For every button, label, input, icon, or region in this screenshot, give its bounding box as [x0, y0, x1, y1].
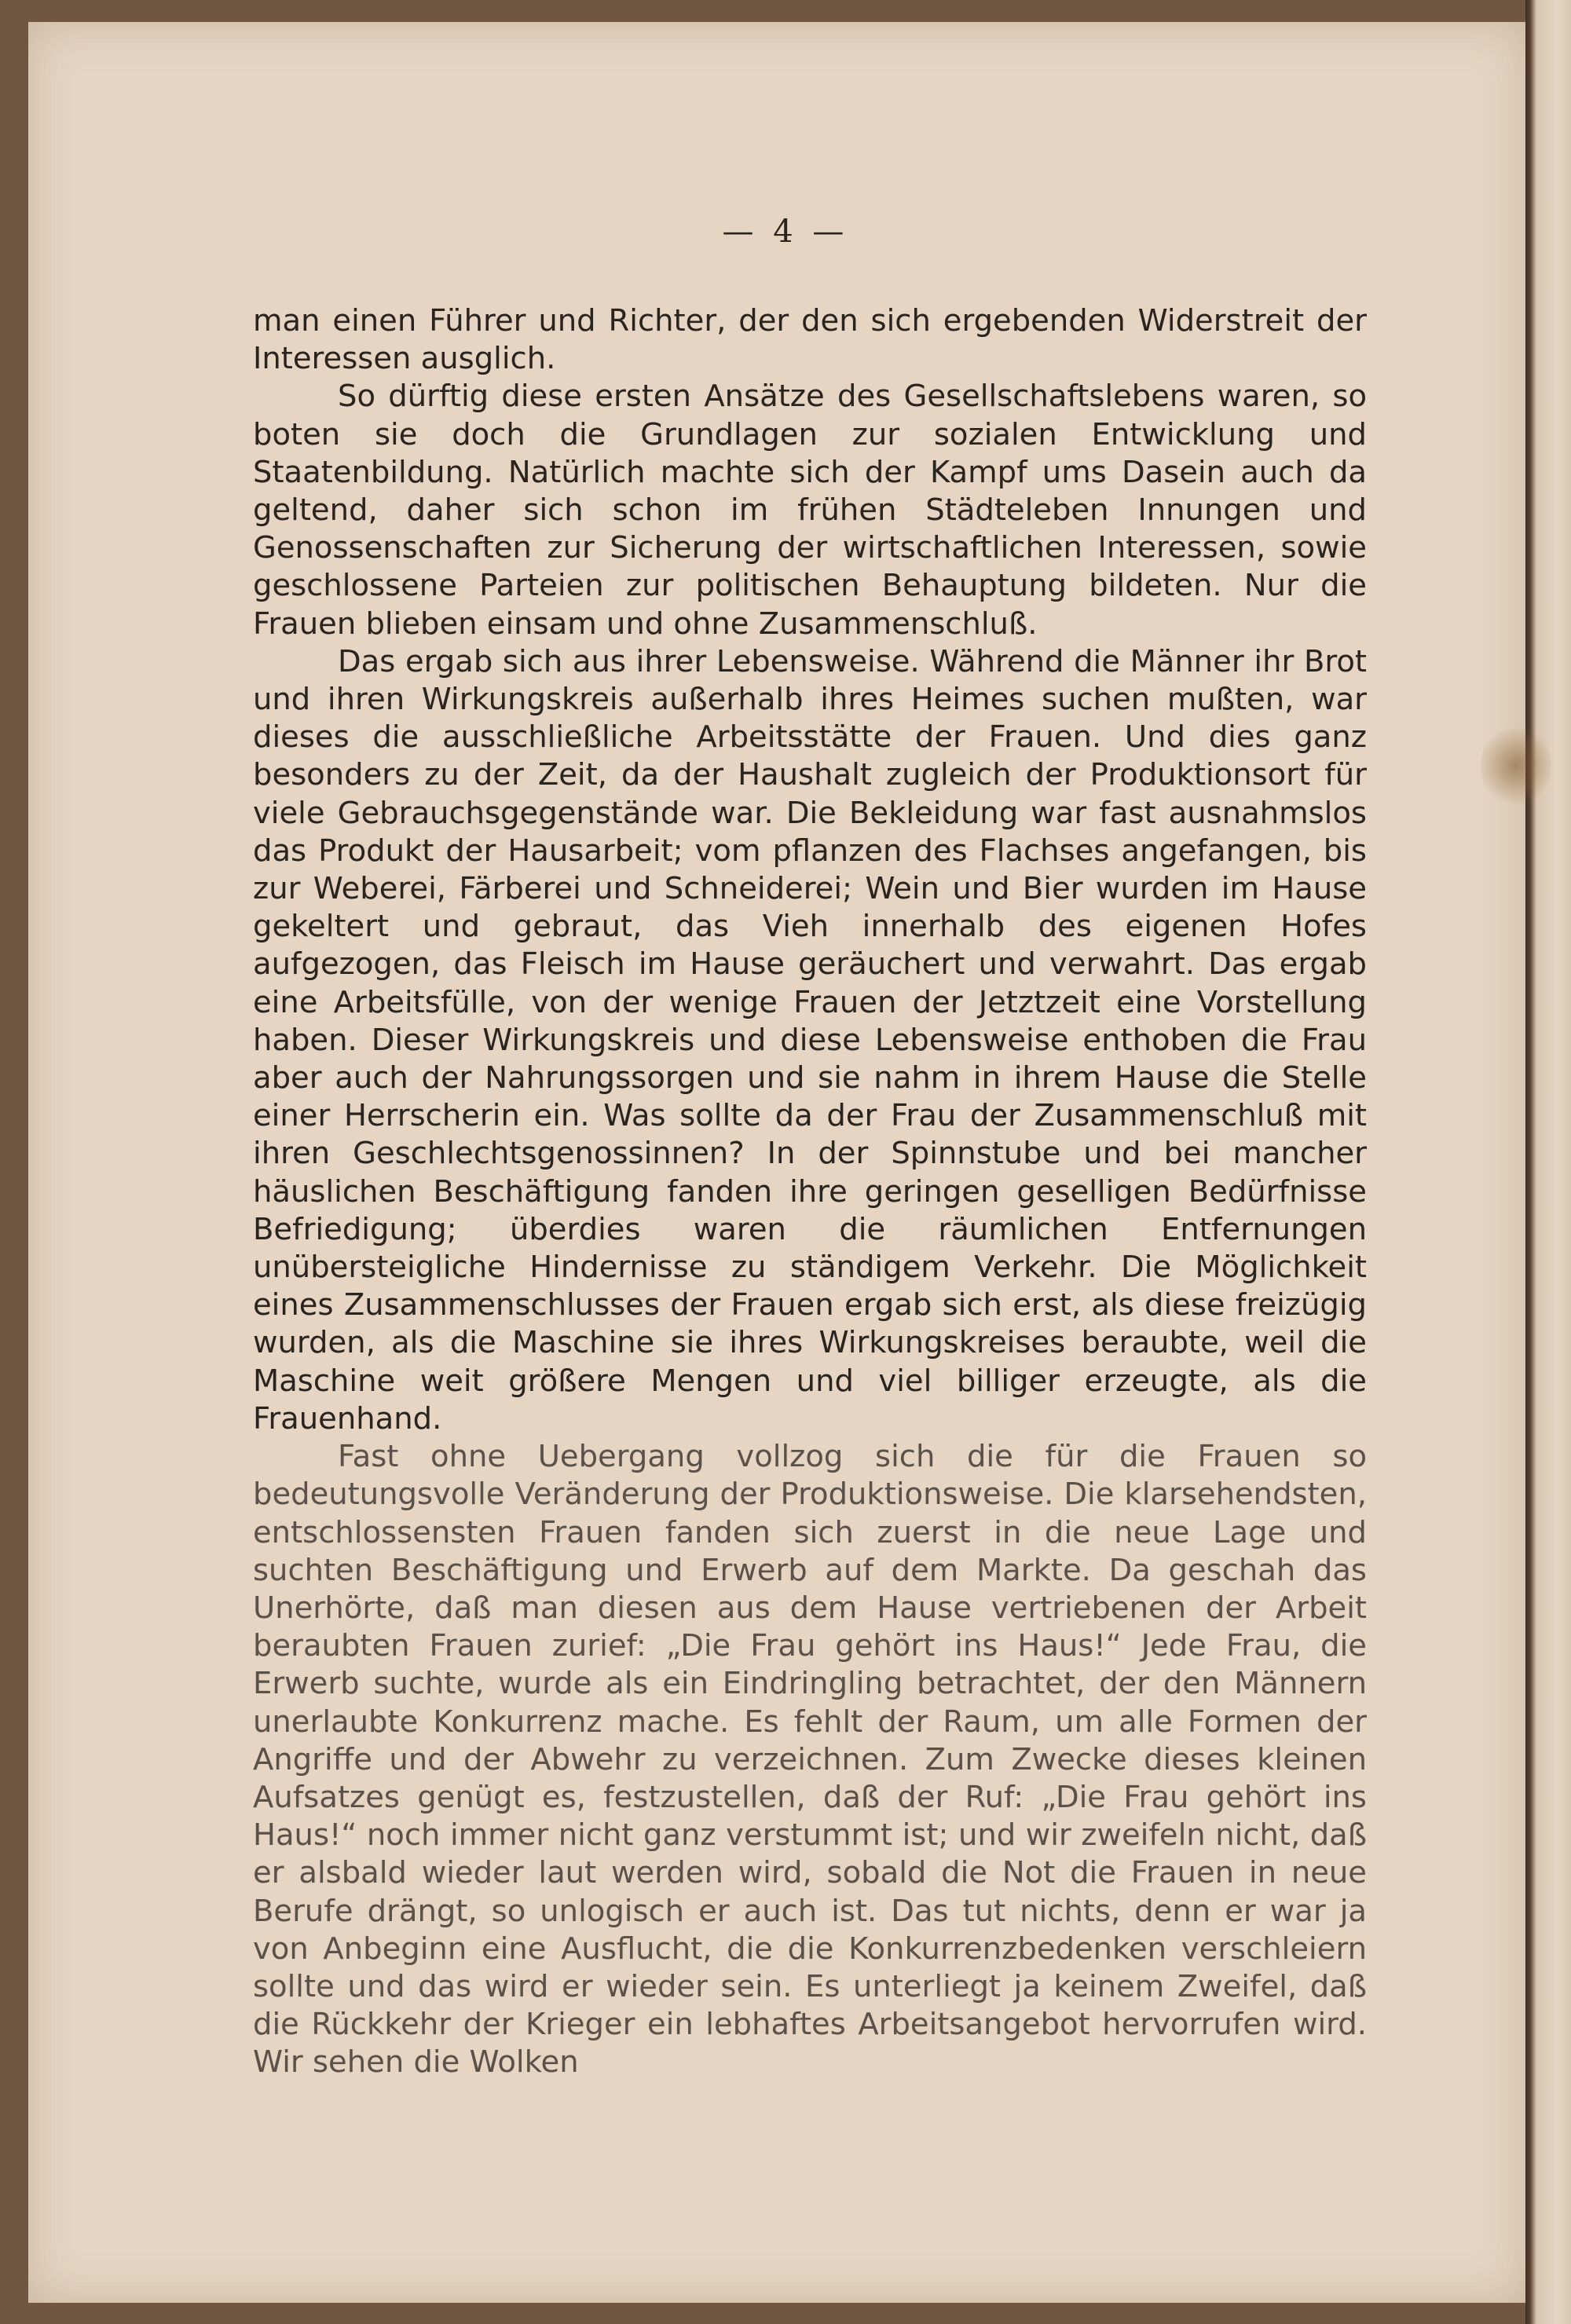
page-edge	[1525, 0, 1571, 2324]
paragraph-4: Fast ohne Uebergang vollzog sich die für die Frauen so bedeutungsvolle Veränderung der Produktionsweise. Die klarsehendsten, entschlossensten Frauen fanden sich zuerst in die neue Lage und suchten Beschäftigung und Erwerb auf dem Markte. Da geschah das Unerhörte, daß man diesen aus dem Hause vertriebenen der Arbeit beraubten Frauen zurief: „Die Frau gehört ins Haus!“ Jede Frau, die Erwerb suchte, wurde als ein Eindringling betrachtet, der den Männern unerlaubte Konkurrenz mache. Es fehlt der Raum, um alle Formen der Angriffe und der Abwehr zu verzeichnen. Zum Zwecke dieses kleinen Aufsatzes genügt es, festzustellen, daß der Ruf: „Die Frau gehört ins Haus!“ noch immer nicht ganz verstummt ist; und wir zweifeln nicht, daß er alsbald wieder laut werden wird, sobald die Not die Frauen in neue Berufe drängt, so unlogisch er auch ist. Das tut nichts, denn er war ja von Anbeginn eine Ausflucht, die die Konkurrenzbedenken verschleiern sollte und das wird er wieder sein. Es unterliegt ja keinem Zweifel, daß die Rückkehr der Krieger ein lebhaftes Arbeitsangebot hervorrufen wird. Wir sehen die Wolken	[253, 1439, 1367, 2081]
page-number: — 4 —	[722, 214, 849, 250]
paragraph-3: Das ergab sich aus ihrer Lebensweise. Während die Männer ihr Brot und ihren Wirkungskreis außerhalb ihres Heimes suchen mußten, war dieses die ausschließliche Arbeitsstätte der Frauen. Und dies ganz besonders zu der Zeit, da der Haushalt zugleich der Produktionsort für viele Gebrauchsgegenstände war. Die Bekleidung war fast ausnahmslos das Produkt der Hausarbeit; vom pflanzen des Flachses angefangen, bis zur Weberei, Färberei und Schneiderei; Wein und Bier wurden im Hause gekeltert und gebraut, das Vieh innerhalb des eigenen Hofes aufgezogen, das Fleisch im Hause geräuchert und verwahrt. Das ergab eine Arbeitsfülle, von der wenige Frauen der Jetztzeit eine Vorstellung haben. Dieser Wirkungskreis und diese Lebensweise enthoben die Frau aber auch der Nahrungssorgen und sie nahm in ihrem Hause die Stelle einer Herrscherin ein. Was sollte da der Frau der Zusammenschluß mit ihren Geschlechtsgenossinnen? In der Spinnstube und bei mancher häuslichen Beschäftigung fanden ihre geringen geselligen Bedürfnisse Befriedigung; überdies waren die räumlichen Entfernungen unübersteigliche Hindernisse zu ständigem Verkehr. Die Möglichkeit eines Zusammenschlusses der Frauen ergab sich erst, als diese freizügig wurden, als die Maschine sie ihres Wirkungskreises beraubte, weil die Maschine weit größere Mengen und viel billiger erzeugte, als die Frauenhand.	[253, 643, 1367, 1436]
paragraph-2: So dürftig diese ersten Ansätze des Gesellschaftslebens waren, so boten sie doch die Grundlagen zur sozialen Entwicklung und Staatenbildung. Natürlich machte sich der Kampf ums Dasein auch da geltend, daher sich schon im frühen Städteleben Innungen und Genossenschaften zur Sicherung der wirtschaftlichen Interessen, sowie geschlossene Parteien zur politischen Behauptung bildeten. Nur die Frauen blieben einsam und ohne Zusammenschluß.	[253, 379, 1367, 642]
body-text	[253, 302, 1367, 2082]
paragraph-1: man einen Führer und Richter, der den sich ergebenden Widerstreit der Interessen ausglich.	[253, 303, 1367, 377]
paper-stain	[1481, 723, 1551, 809]
